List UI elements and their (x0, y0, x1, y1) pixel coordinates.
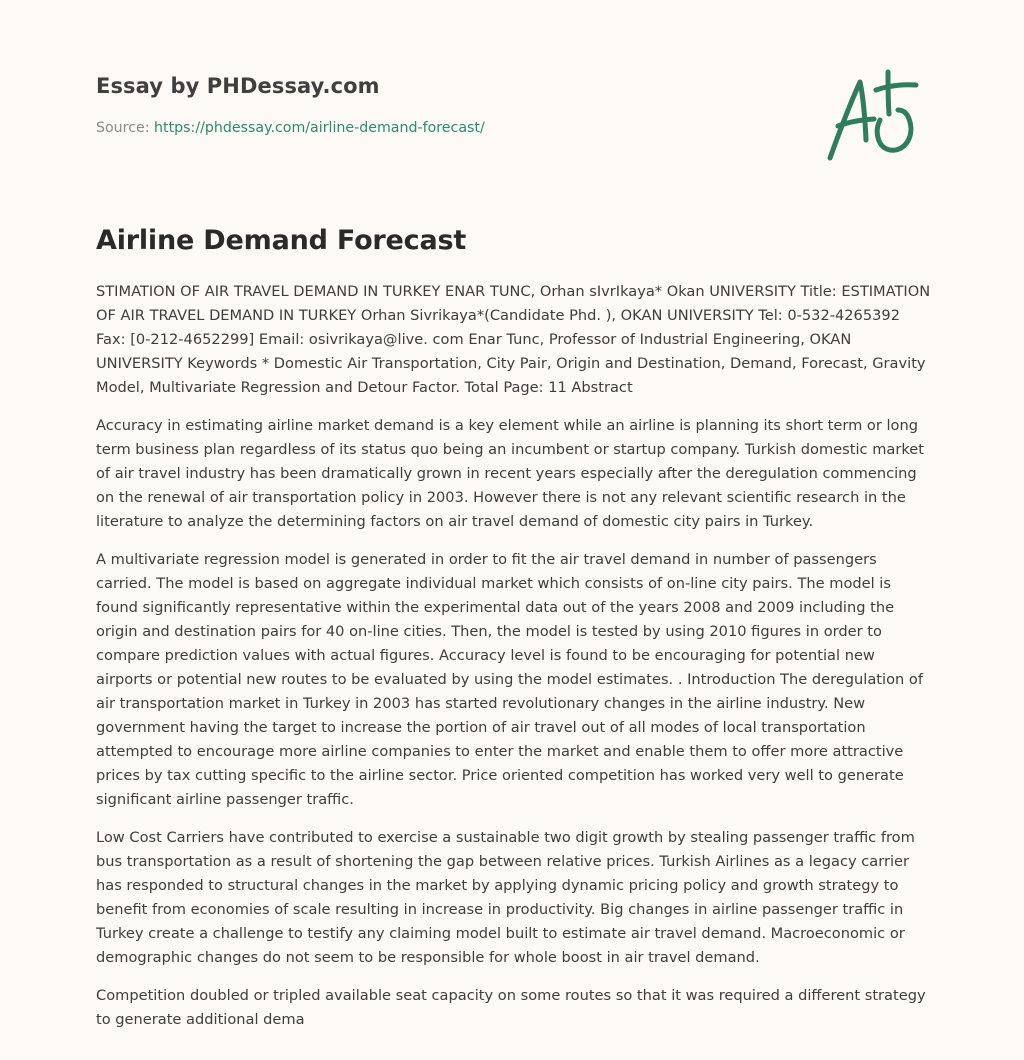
article-body (96, 280, 932, 1032)
source-label: Source: (96, 120, 150, 136)
paragraph: Accuracy in estimating airline market demand is a key element while an airline is planning its short term or long term business plan regardless of its status quo being an incumbent or startup company. Turkish domestic market of air travel industry has been dramatically grown in recent years especially after the deregulation commencing on the renewal of air transportation policy in 2003. However there is not any relevant scientific research in the literature to analyze the determining factors on air travel demand of domestic city pairs in Turkey. (96, 417, 924, 530)
page-header (96, 74, 736, 136)
paragraph: Competition doubled or tripled available seat capacity on some routes so that it was required a different strategy to generate additional dema (96, 987, 926, 1028)
paragraph: A multivariate regression model is generated in order to fit the air travel demand in number of passengers carried. The model is based on aggregate individual market which consists of on-line city pairs. The model is found significantly representative within the experimental data out of the years 2008 and 2009 including the origin and destination pairs for 40 on-line cities. Then, the model is tested by using 2010 figures in order to compare prediction values with actual figures. Accuracy level is found to be encouraging for potential new airports or potential new routes to be evaluated by using the model estimates. . Introduction The deregulation of air transportation market in Turkey in 2003 has started revolutionary changes in the airline industry. New government having the target to increase the portion of air travel out of all modes of local transportation attempted to encourage more airline companies to enter the market and enable them to offer more attractive prices by tax cutting specific to the airline sector. Price oriented competition has worked very well to generate significant airline passenger traffic. (96, 551, 923, 808)
a-plus-logo-icon (822, 66, 928, 166)
article (96, 225, 932, 1046)
source-line (96, 120, 736, 136)
source-link[interactable]: https://phdessay.com/airline-demand-forecast/ (154, 120, 485, 136)
paragraph: Low Cost Carriers have contributed to exercise a sustainable two digit growth by stealing passenger traffic from bus transportation as a result of shortening the gap between relative prices. Turkish Airlines as a legacy carrier has responded to structural changes in the market by applying dynamic pricing policy and growth strategy to benefit from economies of scale resulting in increase in productivity. Big changes in airline passenger traffic in Turkey create a challenge to testify any claiming model built to estimate air travel demand. Macroeconomic or demographic changes do not seem to be responsible for whole boost in air travel demand. (96, 829, 915, 966)
paragraph: STIMATION OF AIR TRAVEL DEMAND IN TURKEY ENAR TUNC, Orhan sIvrIkaya* Okan UNIVERSITY Title: ESTIMATION OF AIR TRAVEL DEMAND IN TURKEY Orhan Sivrikaya*(Candidate Phd. ), OKAN UNIVERSITY Tel: 0-532-4265392 Fax: [0-212-4652299] Email: osivrikaya@live. com Enar Tunc, Professor of Industrial Engineering, OKAN UNIVERSITY Keywords * Domestic Air Transportation, City Pair, Origin and Destination, Demand, Forecast, Gravity Model, Multivariate Regression and Detour Factor. Total Page: 11 Abstract (96, 283, 931, 396)
essay-title: Airline Demand Forecast (96, 225, 467, 256)
site-title: Essay by PHDessay.com (96, 74, 380, 98)
